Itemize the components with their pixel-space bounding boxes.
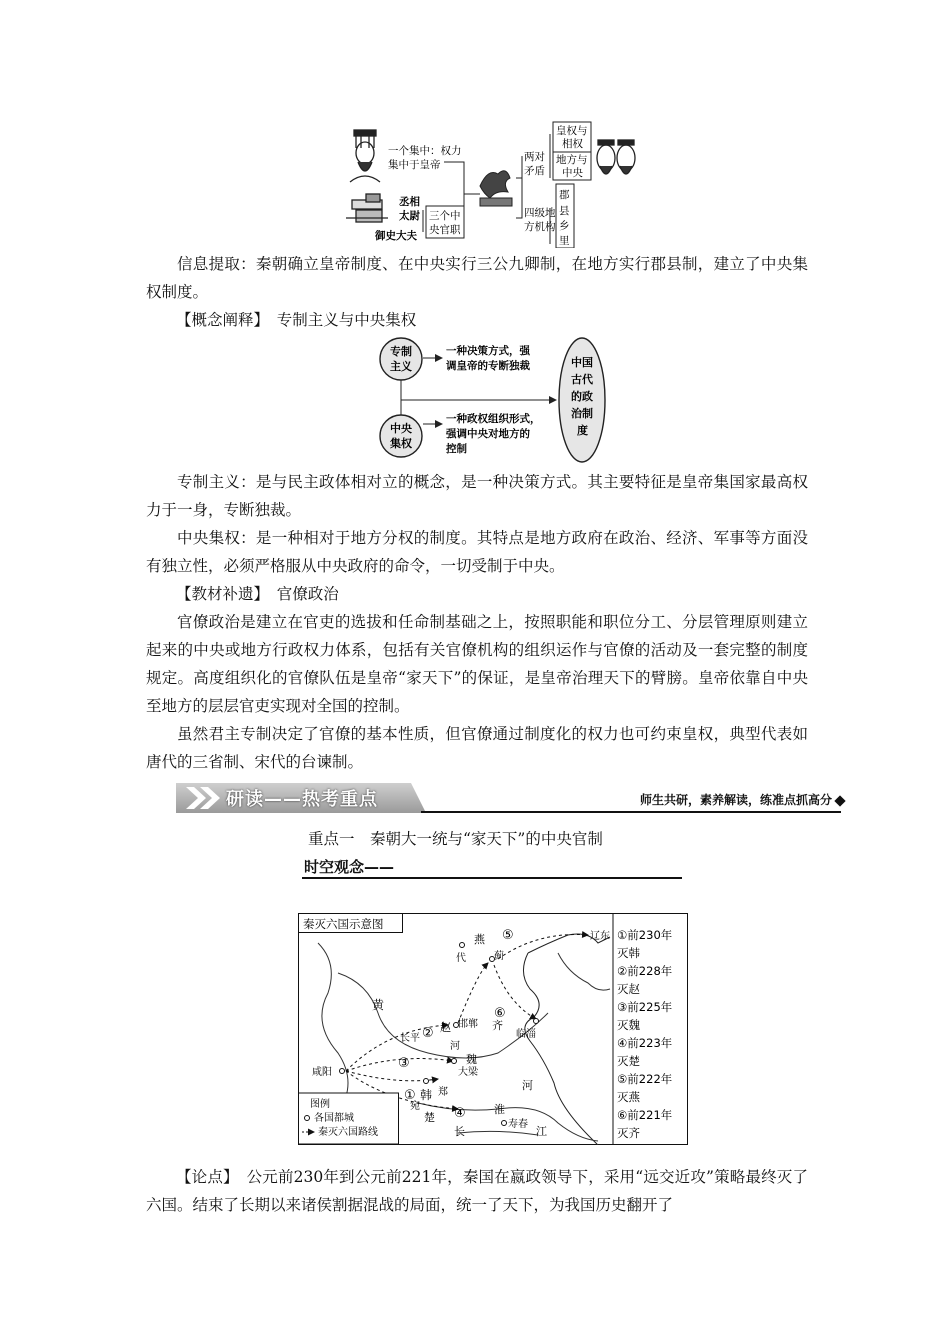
three-central-2: 央官职 [429,224,461,236]
timeline-10: 灭燕 [617,1090,640,1104]
place-linzi: 临淄 [516,1029,536,1040]
route-num-2: ② [422,1026,434,1041]
place-han: 韩 [420,1088,433,1102]
zhongyang-desc-2: 强调中央对地方的 [446,428,530,440]
place-liaodong: 辽东 [590,931,610,942]
zhongyang-desc-3: 控制 [446,443,467,455]
place-dai: 代 [456,953,466,964]
timeline-9: ⑤前222年 [617,1072,673,1086]
banner-right: 师生共研，素养解读，练准点抓高分 [639,793,832,807]
timeline-2: 灭韩 [617,946,640,960]
dragon-sculpture-icon [480,171,512,206]
place-shouchun: 寿春 [508,1119,528,1130]
zhuanzhi-2: 主义 [390,360,412,373]
place-wei: 魏 [466,1053,477,1066]
four-level-1: 四级地 [524,207,556,219]
conflict-item-3: 地方与 [556,154,588,166]
place-huang: 黄 [372,998,385,1012]
result-3: 的政 [571,390,593,403]
supplement-tag: 【教材补遗】 [176,585,262,603]
subhead-rule [302,877,682,879]
place-ji: 蓟 [494,951,504,962]
official-desk-icon [346,194,388,222]
official-1: 丞相 [399,196,420,208]
timeline-12: 灭齐 [617,1126,640,1140]
place-xianyang: 咸阳 [312,1067,332,1078]
place-handan: 邯郸 [458,1019,478,1030]
supplement-title: 官僚政治 [276,585,339,603]
result-2: 古代 [571,373,593,386]
autocracy-paragraph: 专制主义：是与民主政体相对立的概念，是一种决策方式。其主要特征是皇帝集国家最高权力于一身，专断独裁。 [146,473,808,519]
place-he2: 河 [522,1079,533,1092]
route-num-5: ⑤ [502,928,514,943]
place-daliang: 大梁 [458,1067,478,1078]
four-level-2: 方机构 [524,221,556,233]
zhuanzhi-desc-1: 一种决策方式，强 [446,345,530,357]
place-chang: 长 [454,1125,465,1138]
zhuanzhi-1: 专制 [390,345,412,358]
admin-level-1: 郡 [559,189,570,201]
conflict-item-1: 皇权与 [556,125,588,137]
argument-tag: 【论点】 [176,1168,231,1186]
zhongyang-desc-1: 一种政权组织形式， [446,413,541,425]
place-zheng: 郑 [438,1087,448,1098]
banner-title: 研读——热考重点 [226,789,378,810]
legend-route: 秦灭六国路线 [318,1127,378,1138]
timeline-1: ①前230年 [617,928,673,942]
conflict-item-2: 相权 [562,138,583,150]
timeline-7: ④前223年 [617,1036,673,1050]
restraint-paragraph: 虽然君主专制决定了官僚的基本性质，但官僚通过制度化的权力也可约束皇权，典型代表如唐代的三省制、宋代的台谏制。 [146,725,808,771]
place-jiang: 江 [536,1125,547,1138]
two-conflicts-2: 矛盾 [524,165,545,177]
route-num-3: ③ [398,1056,410,1071]
zhuanzhi-desc-2: 调皇帝的专断独裁 [446,360,530,372]
info-paragraph: 信息提取：秦朝确立皇帝制度、在中央实行三公九卿制，在地方实行郡县制，建立了中央集权制度。 [146,255,808,301]
section-banner [176,783,846,817]
emperor-figure-icon [350,130,380,182]
place-chu: 楚 [424,1111,435,1124]
centralization-paragraph: 中央集权：是一种相对于地方分权的制度。其特点是地方政府在政治、经济、军事等方面没有独立性，必须严格服从中央政府的命令，一切受制于中央。 [146,529,808,575]
legend-capital: 各国都城 [314,1113,354,1124]
timeline-8: 灭楚 [617,1054,640,1068]
timeline-6: 灭魏 [617,1018,640,1032]
conflict-item-4: 中央 [562,167,583,179]
place-he: 河 [450,1041,460,1052]
timeline-5: ③前225年 [617,1000,673,1014]
result-1: 中国 [571,356,593,369]
route-num-4: ④ [454,1106,466,1121]
three-central-1: 三个中 [429,210,461,222]
timeline-4: 灭赵 [617,982,640,996]
left-top-line1: 一个集中：权力 [388,145,462,157]
argument-paragraph [146,1163,808,1219]
place-huai: 淮 [494,1103,505,1116]
admin-level-3: 乡 [559,220,570,232]
route-num-1: ① [404,1088,416,1103]
concept-diagram [376,334,608,466]
map-title: 秦灭六国示意图 [303,917,384,931]
concept-heading [176,306,416,334]
qin-system-diagram [340,118,640,248]
two-faces-icon [597,140,635,174]
qin-unification-map [298,913,688,1145]
timeline-11: ⑥前221年 [617,1108,673,1122]
supplement-heading [176,580,339,608]
focus-title: 重点一 秦朝大一统与“家天下”的中央官制 [308,830,603,848]
concept-tag: 【概念阐释】 [176,311,262,329]
official-2: 太尉 [399,210,420,222]
zhongyang-2: 集权 [390,437,412,450]
place-yan: 燕 [474,933,485,946]
result-4: 治制 [571,407,593,420]
result-5: 度 [577,424,588,437]
admin-level-4: 里 [559,235,570,247]
place-changping: 长平 [400,1033,420,1044]
route-num-6: ⑥ [494,1006,506,1021]
place-zhao: 赵 [440,1021,451,1034]
left-top-line2: 集中于皇帝 [388,159,441,171]
place-qi: 齐 [492,1019,503,1032]
argument-text: 公元前230年到公元前221年，秦国在嬴政领导下，采用“远交近攻”策略最终灭了六国。结束了长期以来诸侯割据混战的局面，统一了天下，为我国历史翻开了 [146,1168,808,1214]
concept-title: 专制主义与中央集权 [276,311,417,329]
admin-level-2: 县 [559,205,570,217]
subhead: 时空观念—— [304,858,395,876]
diamond-icon [834,795,845,806]
timeline-3: ②前228年 [617,964,673,978]
place-wan: 宛 [410,1101,420,1112]
official-3: 御史大夫 [375,230,417,242]
legend-title: 图例 [310,1099,330,1110]
two-conflicts-1: 两对 [524,151,545,163]
bureaucracy-paragraph: 官僚政治是建立在官吏的选拔和任命制基础之上，按照职能和职位分工、分层管理原则建立起来的中央或地方行政权力体系，包括有关官僚机构的组织运作与官僚的活动及一套完整的制度规定。高度组织化的官僚队伍是皇帝“家天下”的保证，是皇帝治理天下的臂膀。皇帝依靠自中央至地方的层层官吏实现对全国的控制。 [146,613,808,715]
zhongyang-1: 中央 [390,422,412,435]
